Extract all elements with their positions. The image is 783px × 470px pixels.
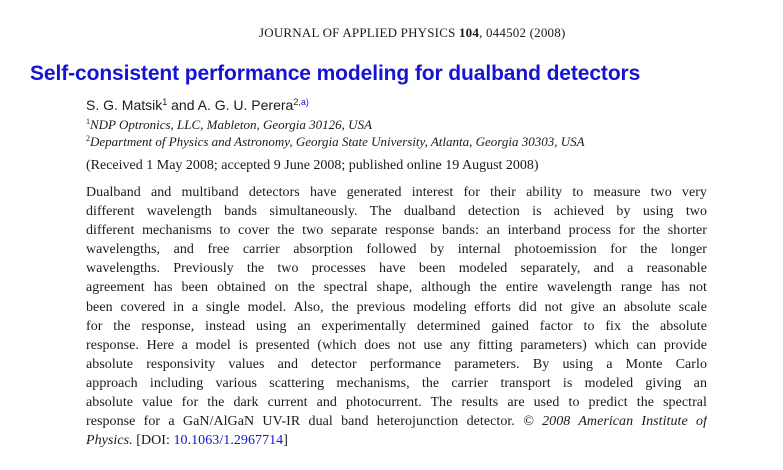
journal-header	[259, 25, 619, 41]
journal-name: JOURNAL OF APPLIED PHYSICS	[259, 25, 456, 40]
footnote-link[interactable]: a)	[300, 97, 309, 107]
affiliation	[86, 117, 726, 133]
abstract-line: for the response, instead using an experimentally determined gained factor to fix the absolute	[86, 318, 707, 334]
abstract	[86, 183, 707, 450]
journal-volume: 104	[458, 25, 480, 40]
abstract-line: absolute value for the dark current and photocurrent. The results are used to predict the spectral	[86, 395, 707, 411]
abstract-line: absolute responsivity values and detector performance parameters. By using a Monte Carlo	[86, 356, 707, 372]
author-name: S. G. Matsik	[86, 97, 163, 113]
author-list	[86, 97, 686, 113]
abstract-line: Dualband and multiband detectors have generated interest for their ability to measure two very	[86, 185, 707, 200]
affiliation-text: NDP Optronics, LLC, Mableton, Georgia 30126, USA	[90, 117, 372, 132]
abstract-line: wavelengths. Previously the two processes have been modeled separately, and a reasonable	[86, 261, 707, 277]
abstract-line: wavelengths, and free carrier absorption followed by internal photoemission for the longer	[86, 242, 707, 258]
abstract-line: different wavelength bands simultaneously. The dualband detection is achieved by using two	[86, 204, 707, 220]
doi-prefix: [DOI:	[136, 433, 174, 449]
abstract-line	[86, 431, 707, 450]
doi-suffix: ]	[283, 433, 288, 449]
copyright-notice-end: Physics.	[86, 433, 133, 449]
abstract-line: response. Here a model is presented (which does not use any fitting parameters) which can provide	[86, 337, 707, 353]
publication-history: (Received 1 May 2008; accepted 9 June 2008; published online 19 August 2008)	[86, 158, 539, 173]
journal-article-id: , 044502 (2008)	[479, 25, 566, 40]
affiliation-marker: 2,a)	[293, 97, 309, 107]
author-conjunction: and	[167, 97, 198, 113]
copyright-notice: © 2008 American Institute of	[523, 414, 707, 430]
abstract-line: been covered in a single model. Also, the previous modeling efforts did not give an absolute scale	[86, 299, 707, 315]
affiliation-marker: 2	[86, 134, 90, 143]
affiliation-marker: 1	[162, 97, 168, 107]
affiliation-text: Department of Physics and Astronomy, Georgia State University, Atlanta, Georgia 30303, USA	[90, 134, 585, 149]
affiliation	[86, 134, 726, 150]
author-name: A. G. U. Perera	[197, 97, 294, 113]
abstract-line: approach including various scattering mechanisms, the carrier transport is modeled giving an	[86, 375, 707, 391]
abstract-line: different mechanisms to cover the two separate response bands: an interband process for the shorter	[86, 223, 707, 239]
doi-link[interactable]: 10.1063/1.2967714	[173, 433, 284, 449]
affiliation-marker: 1	[86, 117, 90, 126]
paper-title: Self-consistent performance modeling for dualband detectors	[30, 62, 641, 85]
abstract-line: agreement has been obtained on the spectral shape, although the entire wavelength range has not	[86, 280, 707, 296]
abstract-line: response for a GaN/AlGaN UV-IR dual band heterojunction detector. © 2008 American Institute of	[86, 414, 707, 430]
